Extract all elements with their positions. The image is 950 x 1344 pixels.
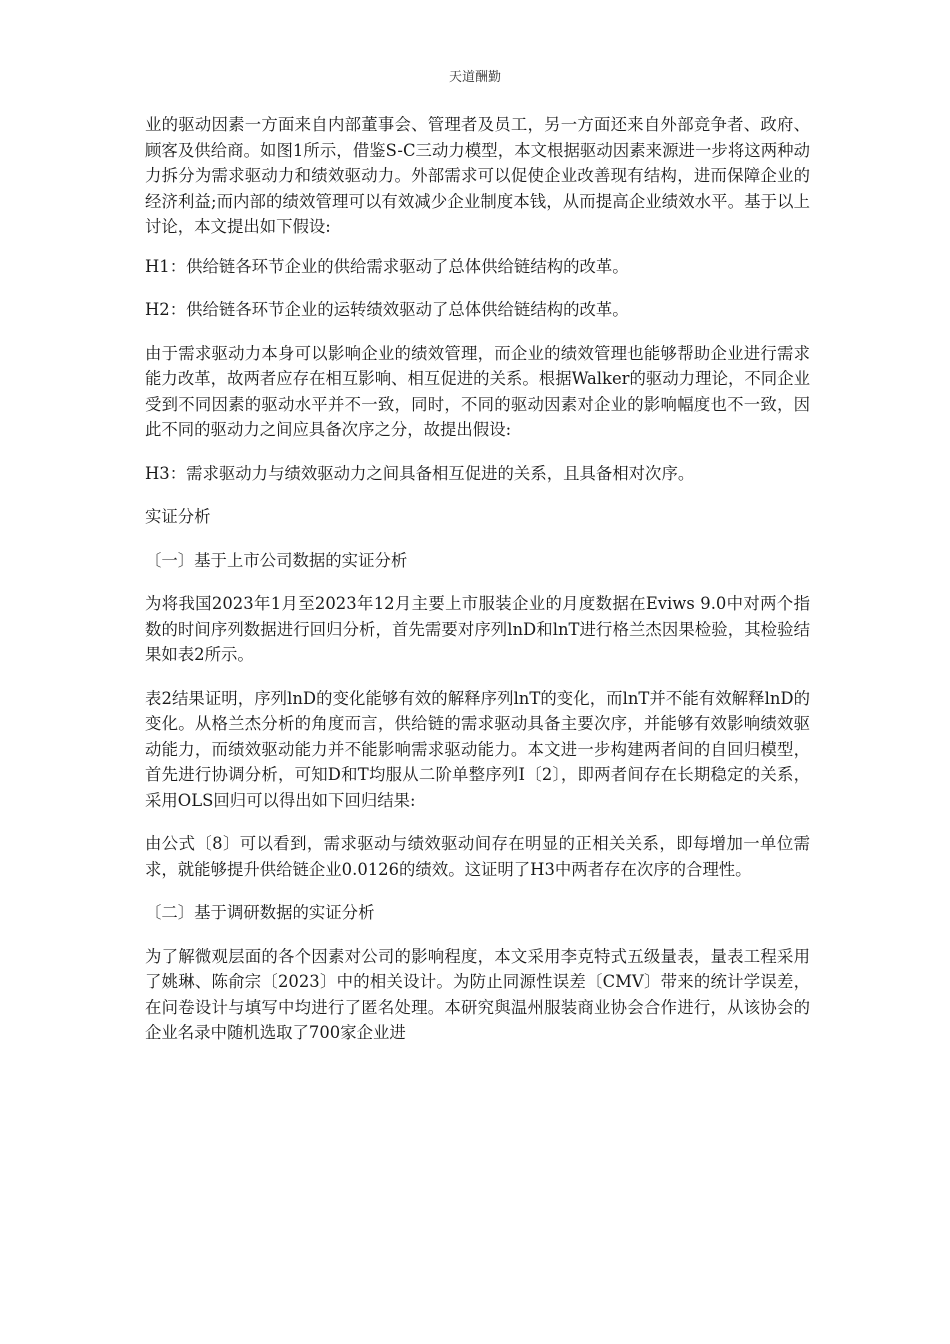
paragraph-granger-results: 表2结果证明，序列lnD的变化能够有效的解释序列lnT的变化，而lnT并不能有效解释lnD的变化。从格兰杰分析的角度而言，供给链的需求驱动具备主要次序，并能够有效影响绩效驱动能力，而绩效驱动能力并不能影响需求驱动能力。本文进一步构建两者间的自回归模型，首先进行协调分析，可知D和T均服从二阶单整序列I〔2〕，即两者间存在长期稳定的关系，采用OLS回归可以得出如下回归结果: (145, 688, 810, 810)
subsection-heading-survey-data: 〔二〕基于调研数据的实证分析 (145, 903, 375, 922)
paragraph-survey: 为了解微观层面的各个因素对公司的影响程度，本文采用李克特式五级量表，量表工程采用了姚琳、陈俞宗〔2023〕中的相关设计。为防止同源性误差〔CMV〕带来的统计学误差，在问卷设计与填写中均进行了匿名处理。本研究與温州服装商业协会合作进行，从该协会的企业名录中随机选取了700家企业进 (145, 946, 810, 1042)
paragraph-formula: 由公式〔8〕可以看到，需求驱动与绩效驱动间存在明显的正相关关系，即每增加一单位需求，就能够提升供给链企业0.0126的绩效。这证明了H3中两者存在次序的合理性。 (145, 834, 810, 879)
section-heading-empirical: 实证分析 (145, 507, 211, 526)
hypothesis-h2: H2：供给链各环节企业的运转绩效驱动了总体供给链结构的改革。 (145, 300, 629, 319)
paragraph-granger-method: 为将我国2023年1月至2023年12月主要上市服装企业的月度数据在Eviws 9.0中对两个指数的时间序列数据进行回归分析，首先需要对序列lnD和lnT进行格兰杰因果检验，其检验结果如表2所示。 (145, 594, 810, 664)
paragraph-interaction: 由于需求驱动力本身可以影响企业的绩效管理，而企业的绩效管理也能够帮助企业进行需求能力改革，故两者应存在相互影响、相互促进的关系。根据Walker的驱动力理论，不同企业受到不同因素的驱动水平并不一致，同时，不同的驱动因素对企业的影响幅度也不一致，因此不同的驱动力之间应具备次序之分，故提出假设: (145, 343, 810, 439)
hypothesis-h1: H1：供给链各环节企业的供给需求驱动了总体供给链结构的改革。 (145, 256, 629, 276)
document-body (145, 112, 810, 1064)
page-header: 天道酬勤 (448, 70, 501, 85)
hypothesis-h3: H3：需求驱动力与绩效驱动力之间具备相互促进的关系，且具备相对次序。 (145, 463, 695, 483)
subsection-heading-listed-data: 〔一〕基于上市公司数据的实证分析 (145, 550, 408, 570)
paragraph-drivers: 业的驱动因素一方面来自内部董事会、管理者及员工，另一方面还来自外部竞争者、政府、顾客及供给商。如图1所示，借鉴S-C三动力模型，本文根据驱动因素来源进一步将这两种动力拆分为需求驱动力和绩效驱动力。外部需求可以促使企业改善现有结构，进而保障企业的经济利益;而内部的绩效管理可以有效减少企业制度本钱，从而提高企业绩效水平。基于以上讨论，本文提出如下假设: (145, 115, 810, 236)
